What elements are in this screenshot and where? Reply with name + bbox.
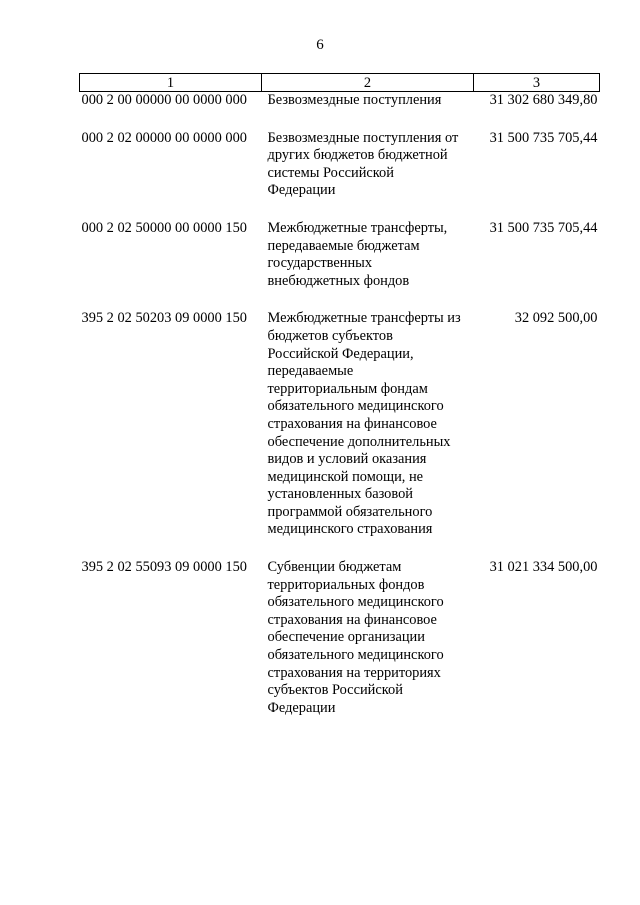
revenue-name-line: внебюджетных фондов	[267, 272, 410, 289]
table-row	[80, 310, 600, 559]
revenue-name-line: обязательного медицинского	[267, 594, 444, 611]
amount: 32 092 500,00	[514, 310, 598, 327]
amount: 31 500 735 705,44	[489, 129, 598, 146]
revenue-name-line: Межбюджетные трансферты,	[267, 219, 448, 236]
revenue-name-line: Федерации	[267, 699, 336, 716]
revenue-name	[262, 220, 474, 310]
revenue-name-line: Субвенции бюджетам	[267, 559, 402, 576]
column-header-1: 1	[80, 74, 262, 92]
header-row	[80, 74, 600, 92]
revenue-name-line: системы Российской	[267, 164, 394, 181]
revenue-name-line: страхования на финансовое	[267, 611, 437, 628]
page-number: 6	[316, 37, 324, 53]
amount: 31 021 334 500,00	[489, 559, 598, 576]
revenue-name-line: Российской Федерации,	[267, 345, 414, 362]
revenue-name-line: территориальным фондам	[267, 380, 428, 397]
revenue-name-line: медицинской помощи, не	[267, 468, 424, 485]
revenue-name-line: передаваемые бюджетам	[267, 237, 420, 254]
column-header-3: 3	[474, 74, 600, 92]
table-header	[80, 74, 600, 92]
revenue-name-line: обеспечение дополнительных	[267, 433, 451, 450]
revenue-name-line: Безвозмездные поступления от	[267, 129, 459, 146]
revenue-name-line: Федерации	[267, 182, 336, 199]
revenue-name-line: страхования на финансовое	[267, 415, 437, 432]
revenue-name-line: бюджетов субъектов	[267, 327, 393, 344]
revenue-name-line: видов и условий оказания	[267, 451, 427, 468]
classification-code: 000 2 02 50000 00 0000 150	[81, 219, 247, 236]
revenue-name	[262, 559, 474, 737]
revenue-name-line: передаваемые	[267, 363, 354, 380]
classification-code: 395 2 02 50203 09 0000 150	[81, 310, 247, 327]
budget-table	[79, 73, 600, 737]
revenue-name-line: установленных базовой	[267, 486, 413, 503]
revenue-name-line: государственных	[267, 255, 373, 272]
column-header-2: 2	[262, 74, 474, 92]
revenue-name	[262, 92, 474, 130]
revenue-name-line: обязательного медицинского	[267, 647, 444, 664]
revenue-name-line: страхования на территориях	[267, 664, 441, 681]
revenue-name-line: Межбюджетные трансферты из	[267, 310, 461, 327]
revenue-name	[262, 310, 474, 559]
classification-code: 000 2 02 00000 00 0000 000	[81, 129, 247, 146]
table-row	[80, 130, 600, 220]
revenue-name	[262, 130, 474, 220]
table-row	[80, 220, 600, 310]
classification-code: 395 2 02 55093 09 0000 150	[81, 559, 247, 576]
revenue-name-line: медицинского страхования	[267, 521, 433, 538]
revenue-name-line: субъектов Российской	[267, 682, 403, 699]
revenue-name-line: других бюджетов бюджетной	[267, 147, 448, 164]
revenue-name-line: Безвозмездные поступления	[267, 92, 442, 108]
table-row	[80, 92, 600, 130]
table-row	[80, 559, 600, 737]
table-body	[80, 92, 600, 738]
revenue-name-line: обязательного медицинского	[267, 398, 444, 415]
amount: 31 302 680 349,80	[489, 92, 598, 108]
classification-code: 000 2 00 00000 00 0000 000	[81, 92, 247, 108]
amount: 31 500 735 705,44	[489, 219, 598, 236]
revenue-name-line: обеспечение организации	[267, 629, 425, 646]
revenue-name-line: территориальных фондов	[267, 576, 425, 593]
revenue-name-line: программой обязательного	[267, 503, 433, 520]
